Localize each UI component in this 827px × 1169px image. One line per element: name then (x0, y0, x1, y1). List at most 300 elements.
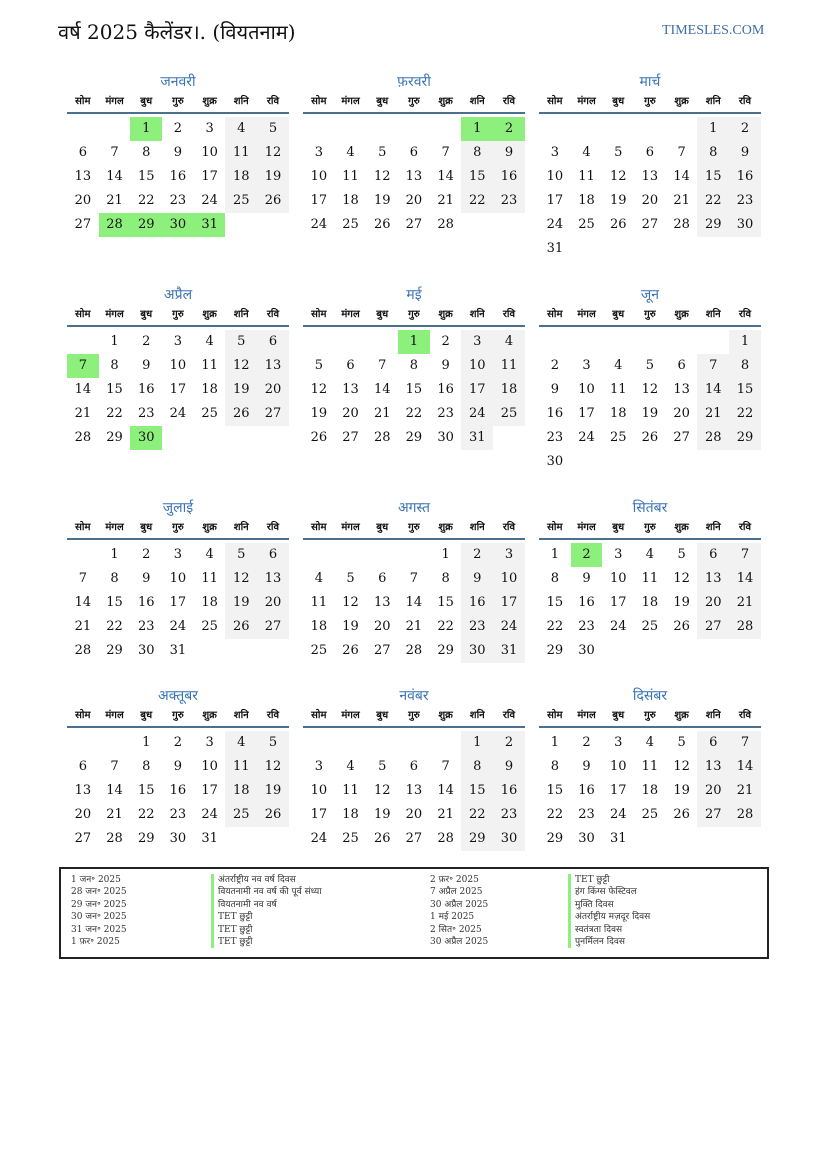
day-cell[interactable]: 23 (578, 807, 595, 822)
day-cell[interactable]: 7 (110, 145, 119, 160)
day-cell[interactable]: 2 (729, 117, 761, 141)
day-cell[interactable]: 30 (493, 827, 525, 851)
day-cell[interactable]: 15 (405, 382, 423, 397)
day-cell[interactable]: 17 (169, 595, 187, 610)
day-cell[interactable]: 12 (673, 759, 690, 774)
day-cell[interactable]: 17 (609, 595, 627, 610)
day-cell[interactable]: 5 (614, 145, 623, 160)
day-cell[interactable]: 24 (461, 402, 493, 426)
day-cell[interactable]: 18 (578, 193, 595, 208)
day-cell[interactable]: 18 (201, 595, 218, 610)
day-cell[interactable]: 26 (342, 643, 359, 658)
day-cell[interactable]: 12 (673, 571, 690, 586)
day-cell[interactable]: 6 (697, 543, 729, 567)
day-cell[interactable]: 3 (314, 759, 323, 774)
day-cell[interactable]: 13 (373, 595, 391, 610)
day-cell[interactable]: 20 (405, 807, 423, 822)
day-cell[interactable]: 29 (405, 430, 423, 445)
day-cell[interactable]: 30 (137, 643, 155, 658)
day-cell[interactable]: 25 (342, 831, 359, 846)
day-cell[interactable]: 23 (169, 193, 187, 208)
day-cell[interactable]: 1 (110, 334, 119, 349)
day-cell[interactable]: 21 (74, 406, 92, 421)
day-cell[interactable]: 20 (373, 619, 391, 634)
day-cell[interactable]: 22 (106, 406, 123, 421)
day-cell[interactable]: 12 (342, 595, 359, 610)
day-cell[interactable]: 16 (137, 595, 155, 610)
day-cell[interactable]: 2 (493, 731, 525, 755)
holiday-day-cell[interactable]: 28 (99, 213, 131, 237)
day-cell[interactable]: 31 (201, 831, 218, 846)
day-cell[interactable]: 27 (373, 643, 391, 658)
day-cell[interactable]: 7 (729, 731, 761, 755)
day-cell[interactable]: 6 (378, 571, 387, 586)
day-cell[interactable]: 16 (461, 591, 493, 615)
day-cell[interactable]: 14 (373, 382, 391, 397)
day-cell[interactable]: 14 (697, 378, 729, 402)
site-name[interactable]: TIMESLES.COM (662, 23, 765, 38)
day-cell[interactable]: 3 (173, 547, 183, 562)
day-cell[interactable]: 25 (310, 643, 328, 658)
day-cell[interactable]: 26 (641, 430, 659, 445)
day-cell[interactable]: 18 (225, 779, 257, 803)
day-cell[interactable]: 1 (441, 547, 450, 562)
day-cell[interactable]: 27 (697, 803, 729, 827)
day-cell[interactable]: 25 (641, 807, 659, 822)
day-cell[interactable]: 9 (173, 145, 183, 160)
day-cell[interactable]: 15 (437, 595, 454, 610)
day-cell[interactable]: 16 (729, 165, 761, 189)
day-cell[interactable]: 12 (609, 169, 627, 184)
day-cell[interactable]: 30 (578, 643, 595, 658)
day-cell[interactable]: 20 (257, 378, 289, 402)
day-cell[interactable]: 8 (110, 358, 119, 373)
day-cell[interactable]: 9 (550, 382, 559, 397)
day-cell[interactable]: 11 (609, 382, 627, 397)
day-cell[interactable]: 4 (493, 330, 525, 354)
day-cell[interactable]: 4 (346, 145, 355, 160)
day-cell[interactable]: 13 (257, 567, 289, 591)
day-cell[interactable]: 13 (405, 783, 423, 798)
day-cell[interactable]: 7 (78, 571, 87, 586)
day-cell[interactable]: 5 (677, 547, 686, 562)
day-cell[interactable]: 11 (342, 783, 359, 798)
day-cell[interactable]: 17 (201, 169, 218, 184)
day-cell[interactable]: 10 (609, 571, 627, 586)
day-cell[interactable]: 3 (314, 145, 323, 160)
day-cell[interactable]: 10 (169, 571, 187, 586)
day-cell[interactable]: 20 (405, 193, 423, 208)
day-cell[interactable]: 10 (609, 759, 627, 774)
day-cell[interactable]: 18 (342, 807, 359, 822)
day-cell[interactable]: 18 (225, 165, 257, 189)
day-cell[interactable]: 29 (546, 643, 564, 658)
day-cell[interactable]: 21 (74, 619, 92, 634)
day-cell[interactable]: 17 (461, 378, 493, 402)
day-cell[interactable]: 28 (729, 803, 761, 827)
day-cell[interactable]: 21 (729, 591, 761, 615)
day-cell[interactable]: 13 (74, 169, 92, 184)
day-cell[interactable]: 19 (609, 193, 627, 208)
day-cell[interactable]: 21 (673, 193, 690, 208)
day-cell[interactable]: 25 (225, 189, 257, 213)
day-cell[interactable]: 17 (578, 406, 595, 421)
day-cell[interactable]: 29 (437, 643, 454, 658)
day-cell[interactable]: 11 (310, 595, 328, 610)
day-cell[interactable]: 7 (441, 759, 450, 774)
day-cell[interactable]: 27 (74, 217, 92, 232)
day-cell[interactable]: 4 (205, 547, 214, 562)
day-cell[interactable]: 4 (205, 334, 214, 349)
day-cell[interactable]: 19 (342, 619, 359, 634)
day-cell[interactable]: 15 (461, 165, 493, 189)
day-cell[interactable]: 24 (201, 807, 218, 822)
day-cell[interactable]: 21 (697, 402, 729, 426)
day-cell[interactable]: 2 (550, 358, 559, 373)
day-cell[interactable]: 27 (405, 831, 423, 846)
day-cell[interactable]: 28 (729, 615, 761, 639)
holiday-day-cell[interactable]: 30 (130, 426, 162, 450)
day-cell[interactable]: 4 (225, 731, 257, 755)
day-cell[interactable]: 2 (142, 547, 151, 562)
day-cell[interactable]: 3 (173, 334, 183, 349)
day-cell[interactable]: 21 (405, 619, 423, 634)
holiday-day-cell[interactable]: 1 (130, 117, 162, 141)
day-cell[interactable]: 13 (342, 382, 359, 397)
day-cell[interactable]: 16 (137, 382, 155, 397)
day-cell[interactable]: 6 (409, 759, 419, 774)
day-cell[interactable]: 16 (493, 779, 525, 803)
day-cell[interactable]: 6 (78, 759, 87, 774)
day-cell[interactable]: 22 (405, 406, 423, 421)
day-cell[interactable]: 11 (493, 354, 525, 378)
day-cell[interactable]: 10 (201, 145, 218, 160)
day-cell[interactable]: 23 (137, 406, 155, 421)
day-cell[interactable]: 17 (169, 382, 187, 397)
day-cell[interactable]: 14 (437, 169, 454, 184)
day-cell[interactable]: 9 (173, 759, 183, 774)
day-cell[interactable]: 19 (225, 378, 257, 402)
day-cell[interactable]: 18 (641, 783, 659, 798)
day-cell[interactable]: 27 (342, 430, 359, 445)
day-cell[interactable]: 13 (697, 567, 729, 591)
day-cell[interactable]: 5 (645, 358, 655, 373)
day-cell[interactable]: 23 (493, 803, 525, 827)
day-cell[interactable]: 10 (310, 783, 328, 798)
day-cell[interactable]: 18 (641, 595, 659, 610)
day-cell[interactable]: 26 (257, 803, 289, 827)
day-cell[interactable]: 30 (461, 639, 493, 663)
day-cell[interactable]: 19 (257, 165, 289, 189)
day-cell[interactable]: 5 (378, 759, 387, 774)
day-cell[interactable]: 18 (493, 378, 525, 402)
day-cell[interactable]: 22 (461, 803, 493, 827)
day-cell[interactable]: 29 (137, 831, 155, 846)
day-cell[interactable]: 19 (673, 595, 690, 610)
day-cell[interactable]: 17 (201, 783, 218, 798)
day-cell[interactable]: 2 (173, 735, 183, 750)
day-cell[interactable]: 13 (257, 354, 289, 378)
day-cell[interactable]: 14 (106, 783, 123, 798)
day-cell[interactable]: 21 (437, 807, 454, 822)
day-cell[interactable]: 10 (310, 169, 328, 184)
day-cell[interactable]: 28 (437, 217, 454, 232)
day-cell[interactable]: 9 (729, 141, 761, 165)
day-cell[interactable]: 29 (729, 426, 761, 450)
day-cell[interactable]: 28 (405, 643, 423, 658)
day-cell[interactable]: 16 (578, 783, 595, 798)
day-cell[interactable]: 29 (546, 831, 564, 846)
day-cell[interactable]: 25 (342, 217, 359, 232)
day-cell[interactable]: 15 (137, 783, 155, 798)
day-cell[interactable]: 7 (378, 358, 387, 373)
day-cell[interactable]: 23 (493, 189, 525, 213)
day-cell[interactable]: 14 (729, 755, 761, 779)
day-cell[interactable]: 22 (437, 619, 454, 634)
day-cell[interactable]: 1 (550, 547, 559, 562)
day-cell[interactable]: 23 (546, 430, 564, 445)
day-cell[interactable]: 11 (578, 169, 595, 184)
day-cell[interactable]: 16 (578, 595, 595, 610)
day-cell[interactable]: 2 (173, 121, 183, 136)
day-cell[interactable]: 7 (729, 543, 761, 567)
day-cell[interactable]: 8 (110, 571, 119, 586)
day-cell[interactable]: 31 (169, 643, 187, 658)
day-cell[interactable]: 8 (142, 759, 151, 774)
day-cell[interactable]: 6 (645, 145, 655, 160)
day-cell[interactable]: 3 (205, 735, 214, 750)
day-cell[interactable]: 12 (310, 382, 328, 397)
day-cell[interactable]: 31 (493, 639, 525, 663)
day-cell[interactable]: 1 (142, 735, 151, 750)
day-cell[interactable]: 28 (74, 430, 92, 445)
day-cell[interactable]: 12 (641, 382, 659, 397)
day-cell[interactable]: 29 (461, 827, 493, 851)
day-cell[interactable]: 1 (729, 330, 761, 354)
day-cell[interactable]: 25 (641, 619, 659, 634)
day-cell[interactable]: 20 (74, 193, 92, 208)
day-cell[interactable]: 27 (257, 615, 289, 639)
day-cell[interactable]: 24 (609, 619, 627, 634)
day-cell[interactable]: 24 (609, 807, 627, 822)
day-cell[interactable]: 24 (578, 430, 595, 445)
day-cell[interactable]: 14 (405, 595, 423, 610)
day-cell[interactable]: 20 (641, 193, 659, 208)
day-cell[interactable]: 11 (201, 571, 218, 586)
day-cell[interactable]: 7 (409, 571, 419, 586)
day-cell[interactable]: 18 (310, 619, 328, 634)
day-cell[interactable]: 22 (546, 619, 564, 634)
day-cell[interactable]: 7 (677, 145, 686, 160)
day-cell[interactable]: 2 (582, 735, 591, 750)
day-cell[interactable]: 24 (169, 619, 187, 634)
day-cell[interactable]: 8 (550, 571, 559, 586)
day-cell[interactable]: 31 (609, 831, 627, 846)
day-cell[interactable]: 30 (729, 213, 761, 237)
day-cell[interactable]: 20 (673, 406, 690, 421)
day-cell[interactable]: 8 (142, 145, 151, 160)
day-cell[interactable]: 19 (310, 406, 328, 421)
day-cell[interactable]: 7 (110, 759, 119, 774)
day-cell[interactable]: 23 (729, 189, 761, 213)
day-cell[interactable]: 6 (697, 731, 729, 755)
day-cell[interactable]: 1 (461, 731, 493, 755)
day-cell[interactable]: 14 (673, 169, 690, 184)
day-cell[interactable]: 22 (106, 619, 123, 634)
day-cell[interactable]: 5 (677, 735, 686, 750)
day-cell[interactable]: 30 (169, 831, 187, 846)
day-cell[interactable]: 27 (641, 217, 659, 232)
day-cell[interactable]: 26 (673, 619, 690, 634)
day-cell[interactable]: 21 (437, 193, 454, 208)
day-cell[interactable]: 10 (461, 354, 493, 378)
day-cell[interactable]: 11 (342, 169, 359, 184)
day-cell[interactable]: 12 (257, 755, 289, 779)
day-cell[interactable]: 3 (461, 330, 493, 354)
day-cell[interactable]: 5 (225, 543, 257, 567)
day-cell[interactable]: 4 (645, 735, 655, 750)
day-cell[interactable]: 22 (546, 807, 564, 822)
day-cell[interactable]: 23 (169, 807, 187, 822)
day-cell[interactable]: 14 (106, 169, 123, 184)
day-cell[interactable]: 26 (609, 217, 627, 232)
day-cell[interactable]: 17 (310, 807, 328, 822)
day-cell[interactable]: 5 (257, 117, 289, 141)
day-cell[interactable]: 6 (257, 330, 289, 354)
day-cell[interactable]: 9 (142, 358, 151, 373)
day-cell[interactable]: 8 (441, 571, 450, 586)
day-cell[interactable]: 20 (697, 779, 729, 803)
day-cell[interactable]: 16 (546, 406, 564, 421)
day-cell[interactable]: 26 (225, 615, 257, 639)
day-cell[interactable]: 1 (550, 735, 559, 750)
day-cell[interactable]: 8 (697, 141, 729, 165)
day-cell[interactable]: 5 (346, 571, 355, 586)
day-cell[interactable]: 16 (169, 783, 187, 798)
day-cell[interactable]: 9 (493, 755, 525, 779)
day-cell[interactable]: 11 (641, 571, 659, 586)
day-cell[interactable]: 9 (582, 571, 591, 586)
day-cell[interactable]: 28 (373, 430, 391, 445)
day-cell[interactable]: 18 (342, 193, 359, 208)
day-cell[interactable]: 7 (697, 354, 729, 378)
day-cell[interactable]: 8 (409, 358, 419, 373)
day-cell[interactable]: 13 (673, 382, 690, 397)
day-cell[interactable]: 21 (106, 193, 123, 208)
day-cell[interactable]: 28 (106, 831, 123, 846)
day-cell[interactable]: 15 (697, 165, 729, 189)
day-cell[interactable]: 6 (346, 358, 355, 373)
day-cell[interactable]: 25 (201, 619, 218, 634)
day-cell[interactable]: 28 (697, 426, 729, 450)
day-cell[interactable]: 8 (461, 141, 493, 165)
day-cell[interactable]: 16 (169, 169, 187, 184)
day-cell[interactable]: 13 (697, 755, 729, 779)
day-cell[interactable]: 26 (373, 831, 391, 846)
day-cell[interactable]: 26 (225, 402, 257, 426)
day-cell[interactable]: 19 (373, 193, 391, 208)
holiday-day-cell[interactable]: 2 (493, 117, 525, 141)
day-cell[interactable]: 13 (405, 169, 423, 184)
day-cell[interactable]: 4 (582, 145, 591, 160)
day-cell[interactable]: 9 (461, 567, 493, 591)
day-cell[interactable]: 13 (74, 783, 92, 798)
day-cell[interactable]: 4 (346, 759, 355, 774)
day-cell[interactable]: 22 (137, 807, 155, 822)
day-cell[interactable]: 6 (677, 358, 686, 373)
day-cell[interactable]: 17 (310, 193, 328, 208)
day-cell[interactable]: 17 (493, 591, 525, 615)
day-cell[interactable]: 16 (437, 382, 454, 397)
day-cell[interactable]: 3 (614, 735, 623, 750)
day-cell[interactable]: 12 (373, 783, 391, 798)
day-cell[interactable]: 8 (550, 759, 559, 774)
day-cell[interactable]: 24 (201, 193, 218, 208)
day-cell[interactable]: 22 (729, 402, 761, 426)
day-cell[interactable]: 21 (729, 779, 761, 803)
day-cell[interactable]: 27 (74, 831, 92, 846)
day-cell[interactable]: 23 (437, 406, 454, 421)
holiday-day-cell[interactable]: 1 (461, 117, 493, 141)
day-cell[interactable]: 14 (729, 567, 761, 591)
day-cell[interactable]: 31 (461, 426, 493, 450)
day-cell[interactable]: 21 (106, 807, 123, 822)
day-cell[interactable]: 9 (582, 759, 591, 774)
day-cell[interactable]: 20 (257, 591, 289, 615)
day-cell[interactable]: 28 (74, 643, 92, 658)
day-cell[interactable]: 2 (461, 543, 493, 567)
day-cell[interactable]: 9 (493, 141, 525, 165)
day-cell[interactable]: 24 (546, 217, 564, 232)
day-cell[interactable]: 8 (729, 354, 761, 378)
day-cell[interactable]: 27 (257, 402, 289, 426)
day-cell[interactable]: 26 (673, 807, 690, 822)
day-cell[interactable]: 7 (441, 145, 450, 160)
day-cell[interactable]: 23 (578, 619, 595, 634)
day-cell[interactable]: 18 (201, 382, 218, 397)
day-cell[interactable]: 26 (257, 189, 289, 213)
day-cell[interactable]: 29 (106, 643, 123, 658)
day-cell[interactable]: 21 (373, 406, 391, 421)
day-cell[interactable]: 10 (578, 382, 595, 397)
day-cell[interactable]: 5 (314, 358, 323, 373)
day-cell[interactable]: 30 (437, 430, 454, 445)
day-cell[interactable]: 4 (225, 117, 257, 141)
day-cell[interactable]: 27 (697, 615, 729, 639)
day-cell[interactable]: 28 (437, 831, 454, 846)
day-cell[interactable]: 10 (546, 169, 564, 184)
day-cell[interactable]: 25 (578, 217, 595, 232)
day-cell[interactable]: 25 (225, 803, 257, 827)
day-cell[interactable]: 2 (142, 334, 151, 349)
day-cell[interactable]: 27 (405, 217, 423, 232)
day-cell[interactable]: 17 (546, 193, 564, 208)
day-cell[interactable]: 1 (697, 117, 729, 141)
day-cell[interactable]: 3 (550, 145, 559, 160)
day-cell[interactable]: 6 (409, 145, 419, 160)
day-cell[interactable]: 9 (142, 571, 151, 586)
holiday-day-cell[interactable]: 7 (67, 354, 99, 378)
day-cell[interactable]: 5 (225, 330, 257, 354)
day-cell[interactable]: 15 (461, 779, 493, 803)
day-cell[interactable]: 29 (106, 430, 123, 445)
day-cell[interactable]: 15 (137, 169, 155, 184)
day-cell[interactable]: 20 (697, 591, 729, 615)
day-cell[interactable]: 3 (205, 121, 214, 136)
day-cell[interactable]: 26 (373, 217, 391, 232)
day-cell[interactable]: 15 (106, 382, 123, 397)
day-cell[interactable]: 29 (697, 213, 729, 237)
